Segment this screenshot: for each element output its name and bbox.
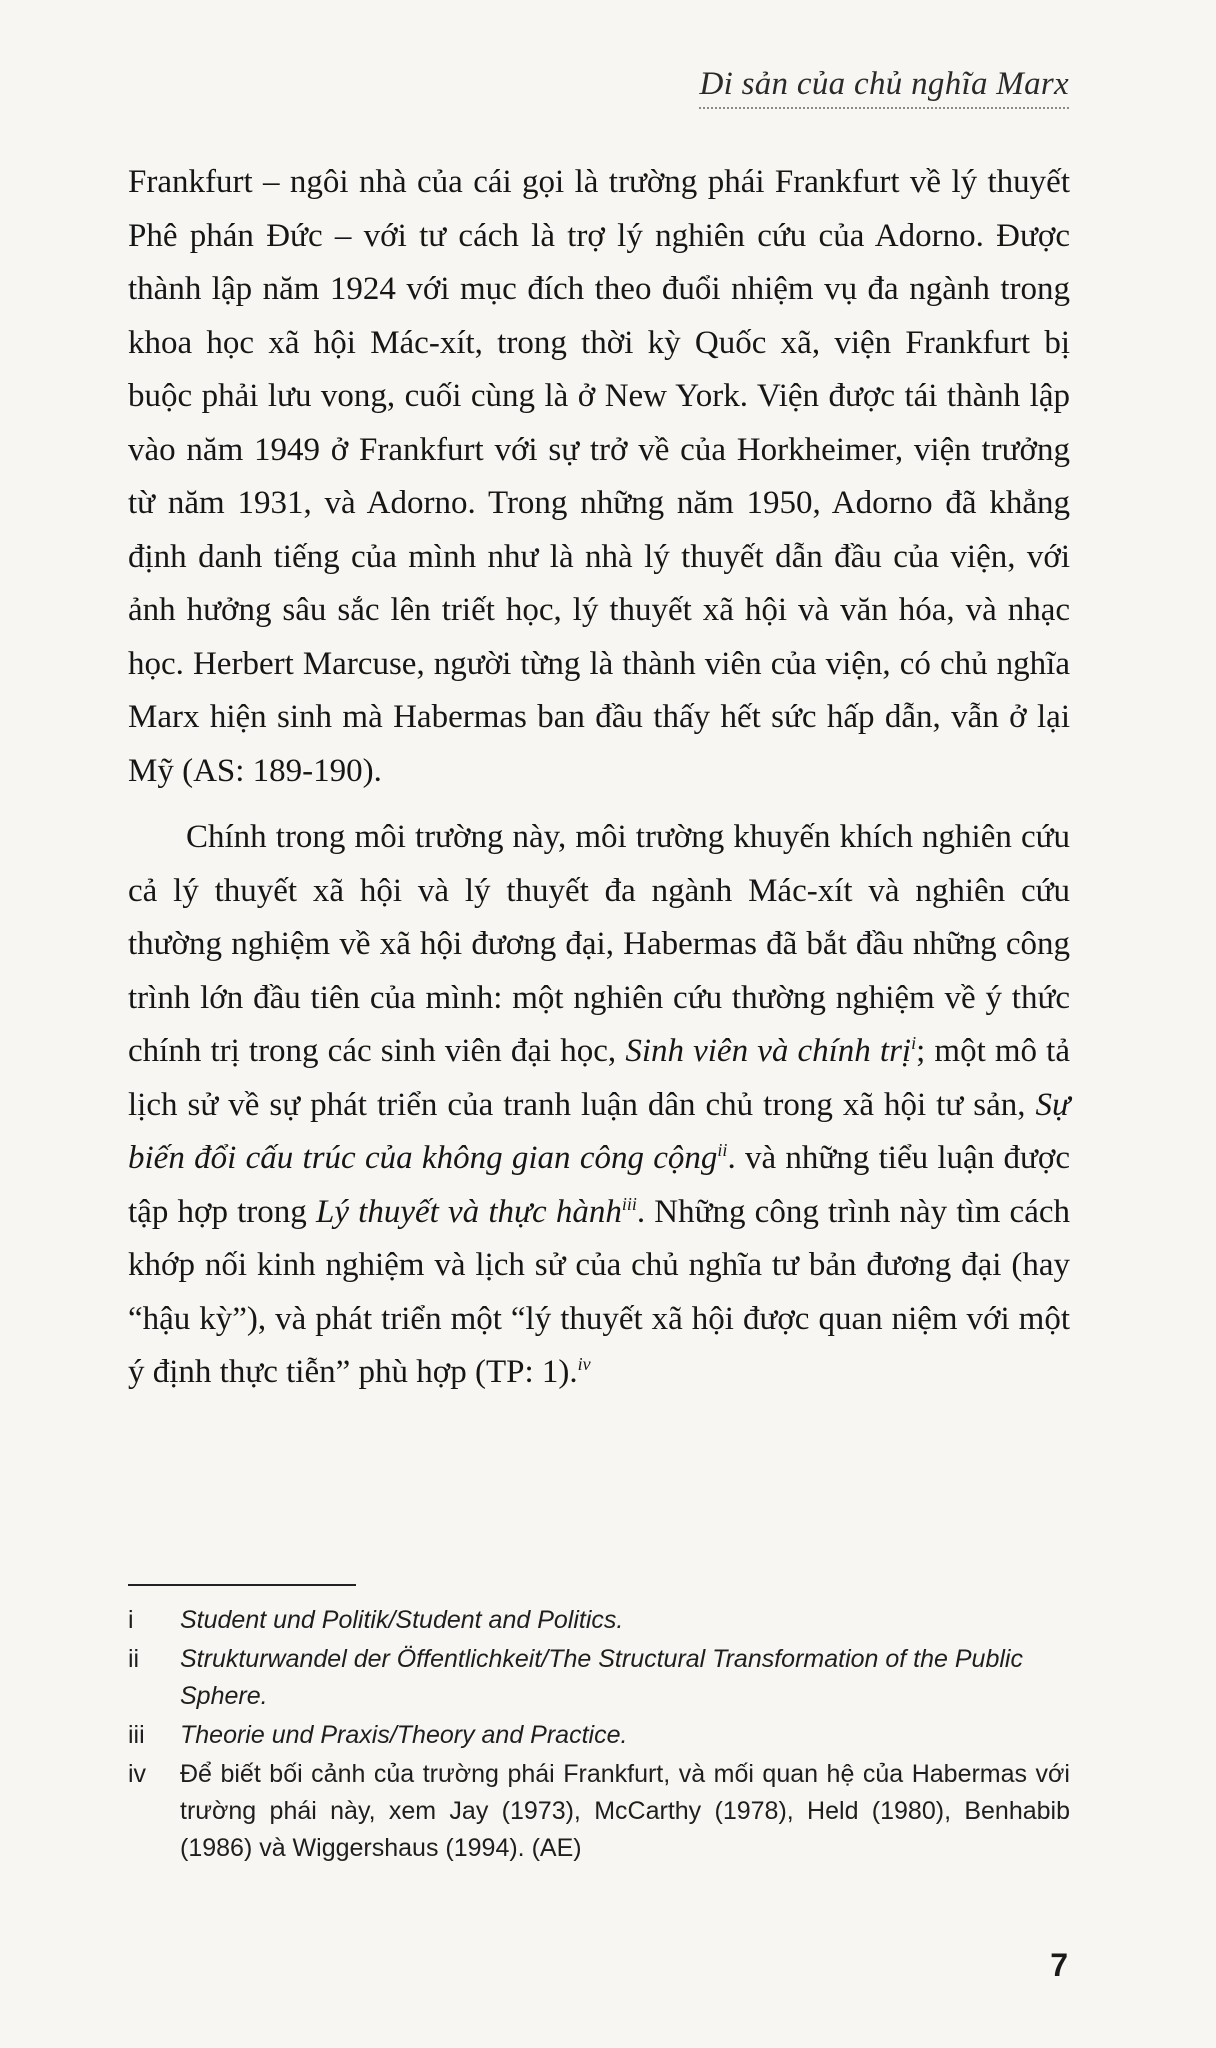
body-text xyxy=(128,156,1070,1400)
book-title-theory-practice: Lý thuyết và thực hành xyxy=(315,1193,622,1230)
paragraph-1: Frankfurt – ngôi nhà của cái gọi là trường phái Frankfurt về lý thuyết Phê phán Đức – với tư cách là trợ lý nghiên cứu của Adorno. Được thành lập năm 1924 với mục đích theo đuổi nhiệm vụ đa ngành trong khoa học xã hội Mác-xít, trong thời kỳ Quốc xã, viện Frankfurt bị buộc phải lưu vong, cuối cùng là ở New York. Viện được tái thành lập vào năm 1949 ở Frankfurt với sự trở về của Horkheimer, viện trưởng từ năm 1931, và Adorno. Trong những năm 1950, Adorno đã khẳng định danh tiếng của mình như là nhà lý thuyết dẫn đầu của viện, với ảnh hưởng sâu sắc lên triết học, lý thuyết xã hội và văn hóa, và nhạc học. Herbert Marcuse, người từng là thành viên của viện, có chủ nghĩa Marx hiện sinh mà Habermas ban đầu thấy hết sức hấp dẫn, vẫn ở lại Mỹ (AS: 189-190). xyxy=(128,164,1070,789)
footnotes xyxy=(128,1602,1070,1869)
footnote-text: Strukturwandel der Öffentlichkeit/The Structural Transformation of the Public Sphere. xyxy=(180,1645,1023,1710)
footnote-item xyxy=(128,1641,1070,1715)
footnote-item xyxy=(128,1717,1070,1754)
running-head: Di sản của chủ nghĩa Marx xyxy=(699,66,1069,109)
footnote-marker: iii xyxy=(128,1721,145,1749)
footnote-ref-i: i xyxy=(911,1033,917,1053)
footnote-marker: iv xyxy=(128,1760,147,1788)
footnote-text: Theorie und Praxis/Theory and Practice. xyxy=(180,1721,628,1749)
footnote-marker: i xyxy=(128,1606,134,1634)
paragraph-2-text-4: . Những công trình này tìm cách khớp nối kinh nghiệm và lịch sử của chủ nghĩa tư bản đương đại (hay “hậu kỳ”), và phát triển một “lý thuyết xã hội được quan niệm với một ý định thực tiễn” phù hợp (TP: 1). xyxy=(128,1193,1070,1390)
footnote-marker: ii xyxy=(128,1645,140,1673)
footnote-item xyxy=(128,1602,1070,1639)
footnote-ref-iii: iii xyxy=(621,1193,637,1214)
paragraph-2-text-3: . và những tiểu luận được tập hợp trong xyxy=(128,1140,1070,1230)
footnote-text: Để biết bối cảnh của trường phái Frankfurt, và mối quan hệ của Habermas với trường phái này, xem Jay (1973), McCarthy (1978), Held (1980), Benhabib (1986) và Wiggershaus (1994). (AE) xyxy=(180,1760,1070,1862)
footnote-text: Student und Politik/Student and Politics. xyxy=(180,1606,624,1634)
footnote-separator xyxy=(128,1584,356,1586)
footnote-ref-iv: iv xyxy=(577,1354,591,1374)
footnote-item xyxy=(128,1756,1070,1867)
paragraph-2-text-1: Chính trong môi trường này, môi trường khuyến khích nghiên cứu cả lý thuyết xã hội và lý thuyết đa ngành Mác-xít và nghiên cứu thường nghiệm về xã hội đương đại, Habermas đã bắt đầu những công trình lớn đầu tiên của mình: một nghiên cứu thường nghiệm về ý thức chính trị trong các sinh viên đại học, xyxy=(128,819,1070,1069)
book-title-student-politics: Sinh viên và chính trị xyxy=(625,1033,912,1069)
paragraph-2 xyxy=(128,811,1070,1400)
page-number: 7 xyxy=(1050,1947,1068,1983)
paragraph-2-text-2: ; một mô tả lịch sử về sự phát triển của tranh luận dân chủ trong xã hội tư sản, xyxy=(128,1033,1070,1123)
footnote-ref-ii: ii xyxy=(717,1140,728,1160)
book-title-structural-transformation: Sự biến đổi cấu trúc của không gian công cộng xyxy=(128,1086,1070,1176)
